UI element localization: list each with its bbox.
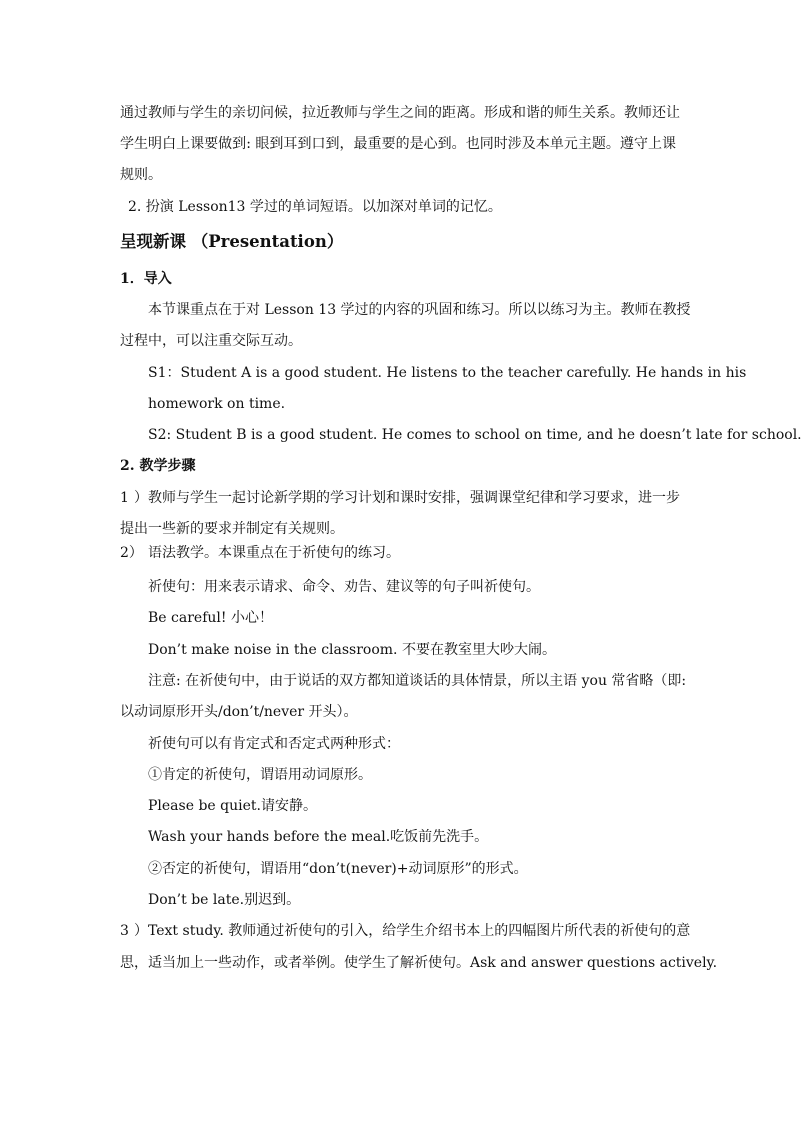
step-3-text: Text study. 教师通过祈使句的引入，给学生介绍书本上的四幅图片所代表的祈使句的意	[148, 923, 691, 939]
step-1-number: 1）	[120, 490, 148, 506]
example-be-careful: Be careful! 小心！	[148, 610, 273, 626]
example-s1-line-2: homework on time.	[148, 396, 286, 412]
note-line-2: 以动词原形开头/don’t/never 开头）。	[120, 704, 358, 720]
step-3-line-1	[120, 922, 691, 940]
step-2-number: 2）	[120, 545, 143, 561]
step-1-text: 教师与学生一起讨论新学期的学习计划和课时安排，强调课堂纪律和学习要求，进一步	[148, 490, 680, 506]
step-1-line-2: 提出一些新的要求并制定有关规则。	[120, 521, 344, 537]
intro-line-1: 通过教师与学生的亲切问候，拉近教师与学生之间的距离。形成和谐的师生关系。教师还让	[120, 105, 680, 121]
step-2-line	[120, 544, 676, 562]
step-2-text: 语法教学。本课重点在于祈使句的练习。	[148, 545, 400, 561]
example-s1-line-1: S1：Student A is a good student. He listens to the teacher carefully. He hands in his	[148, 365, 747, 381]
forms-intro: 祈使句可以有肯定式和否定式两种形式：	[148, 736, 400, 752]
paragraph-1-line-2: 过程中，可以注重交际互动。	[120, 333, 302, 349]
example-s2: S2: Student B is a good student. He comes to school on time, and he doesn’t late for school.	[148, 427, 802, 443]
intro-item-2: 2. 扮演 Lesson13 学过的单词短语。以加深对单词的记忆。	[128, 199, 502, 215]
section-heading-presentation: 呈现新课 （Presentation）	[120, 232, 344, 251]
negative-example: Don’t be late.别迟到。	[148, 892, 301, 908]
note-line-1: 注意: 在祈使句中，由于说话的双方都知道谈话的具体情景，所以主语 you 常省略（即:	[148, 673, 687, 689]
positive-example-1: Please be quiet.请安静。	[148, 798, 317, 814]
step-1-line-1	[120, 489, 680, 507]
negative-form: ②否定的祈使句，谓语用“don’t(never)+动词原形”的形式。	[148, 861, 528, 877]
example-dont-make-noise: Don’t make noise in the classroom. 不要在教室里大吵大闹。	[148, 642, 556, 658]
intro-line-3: 规则。	[120, 167, 162, 183]
step-3-line-2: 思，适当加上一些动作，或者举例。使学生了解祈使句。Ask and answer questions actively.	[120, 955, 718, 971]
subheading-steps: 2. 教学步骤	[120, 458, 196, 474]
step-3-number: 3）	[120, 923, 148, 939]
subheading-intro: 1．导入	[120, 271, 172, 287]
positive-form: ①肯定的祈使句，谓语用动词原形。	[148, 767, 372, 783]
paragraph-1-line-1: 本节课重点在于对 Lesson 13 学过的内容的巩固和练习。所以以练习为主。教师在教授	[148, 302, 691, 318]
intro-line-2: 学生明白上课要做到: 眼到耳到口到，最重要的是心到。也同时涉及本单元主题。遵守上课	[120, 136, 676, 152]
positive-example-2: Wash your hands before the meal.吃饭前先洗手。	[148, 829, 489, 845]
imperative-definition: 祈使句：用来表示请求、命令、劝告、建议等的句子叫祈使句。	[148, 579, 540, 595]
